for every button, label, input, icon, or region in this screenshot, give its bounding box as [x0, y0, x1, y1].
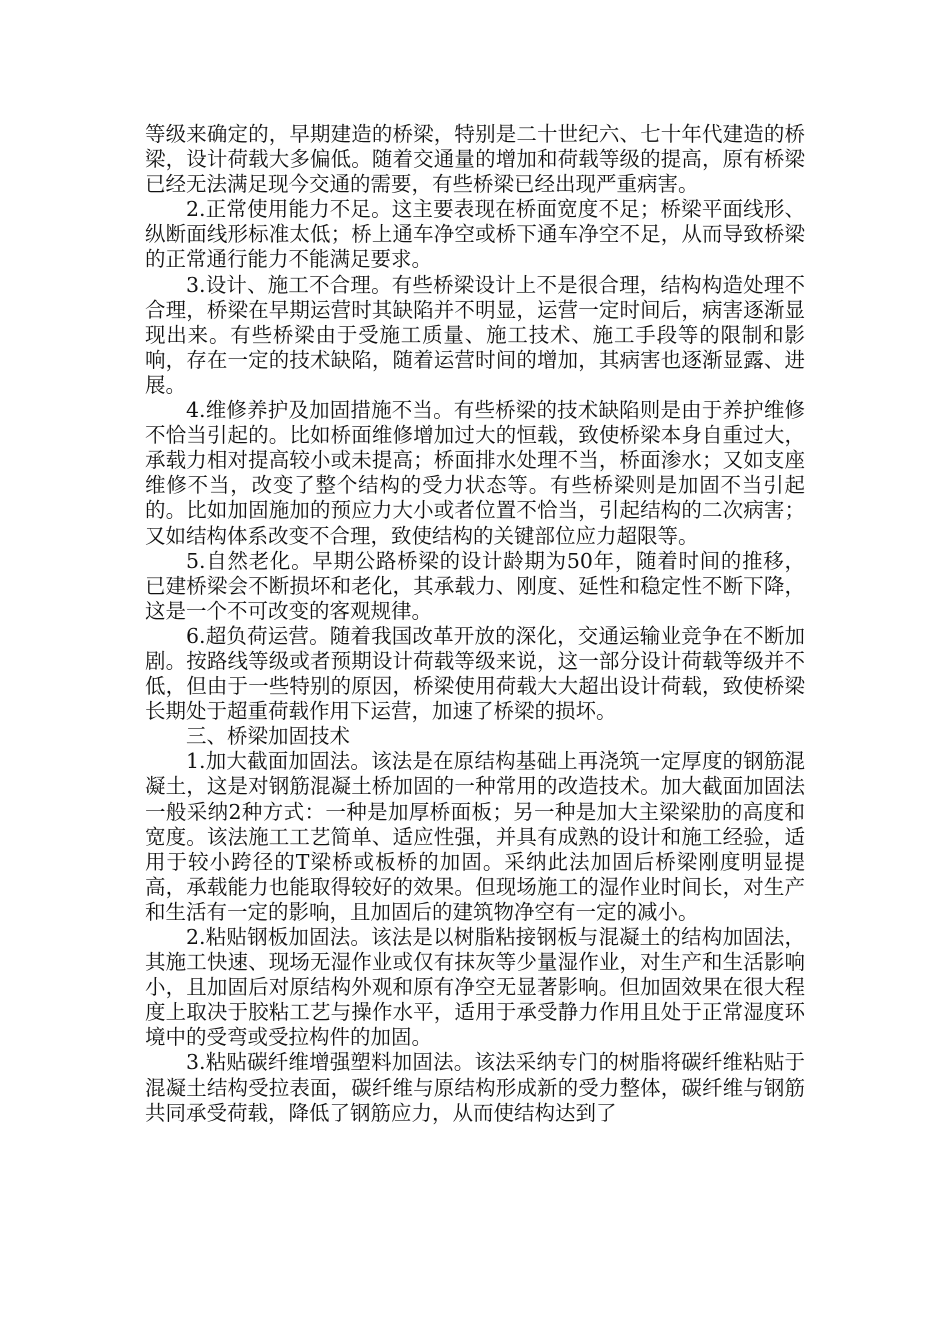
paragraph-9: 3.粘贴碳纤维增强塑料加固法。该法采纳专门的树脂将碳纤维粘贴于混凝土结构受拉表面，碳纤维与原结构形成新的受力整体，碳纤维与钢筋共同承受荷载，降低了钢筋应力，从而使结构达到了 [145, 1050, 805, 1125]
paragraph-1: 等级来确定的，早期建造的桥梁，特别是二十世纪六、七十年代建造的桥梁，设计荷载大多偏低。随着交通量的增加和荷载等级的提高，原有桥梁已经无法满足现今交通的需要，有些桥梁已经出现严重病害。 [145, 122, 805, 197]
paragraph-8: 2.粘贴钢板加固法。该法是以树脂粘接钢板与混凝土的结构加固法，其施工快速、现场无湿作业或仅有抹灰等少量湿作业，对生产和生活影响小，且加固后对原结构外观和原有净空无显著影响。但加固效果在很大程度上取决于胶粘工艺与操作水平，适用于承受静力作用且处于正常湿度环境中的受弯或受拉构件的加固。 [145, 925, 805, 1050]
paragraph-3: 3.设计、施工不合理。有些桥梁设计上不是很合理，结构构造处理不合理，桥梁在早期运营时其缺陷并不明显，运营一定时间后，病害逐渐显现出来。有些桥梁由于受施工质量、施工技术、施工手段等的限制和影响，存在一定的技术缺陷，随着运营时间的增加，其病害也逐渐显露、进展。 [145, 272, 805, 397]
paragraph-4: 4.维修养护及加固措施不当。有些桥梁的技术缺陷则是由于养护维修不恰当引起的。比如桥面维修增加过大的恒载，致使桥梁本身自重过大，承载力相对提高较小或未提高；桥面排水处理不当，桥面渗水；又如支座维修不当，改变了整个结构的受力状态等。有些桥梁则是加固不当引起的。比如加固施加的预应力大小或者位置不恰当，引起结构的二次病害；又如结构体系改变不合理，致使结构的关键部位应力超限等。 [145, 398, 805, 548]
section-heading: 三、桥梁加固技术 [186, 724, 350, 749]
paragraph-2: 2.正常使用能力不足。这主要表现在桥面宽度不足；桥梁平面线形、纵断面线形标准太低；桥上通车净空或桥下通车净空不足，从而导致桥梁的正常通行能力不能满足要求。 [145, 197, 805, 272]
document-page [145, 122, 805, 1126]
paragraph-6: 6.超负荷运营。随着我国改革开放的深化，交通运输业竞争在不断加剧。按路线等级或者预期设计荷载等级来说，这一部分设计荷载等级并不低，但由于一些特别的原因，桥梁使用荷载大大超出设计荷载，致使桥梁长期处于超重荷载作用下运营，加速了桥梁的损坏。 [145, 623, 805, 724]
paragraph-7: 1.加大截面加固法。该法是在原结构基础上再浇筑一定厚度的钢筋混凝土，这是对钢筋混凝土桥加固的一种常用的改造技术。加大截面加固法一般采纳2种方式：一种是加厚桥面板；另一种是加大主梁梁肋的高度和宽度。该法施工工艺简单、适应性强，并具有成熟的设计和施工经验，适用于较小跨径的T梁桥或板桥的加固。采纳此法加固后桥梁刚度明显提高，承载能力也能取得较好的效果。但现场施工的湿作业时间长，对生产和生活有一定的影响，且加固后的建筑物净空有一定的减小。 [145, 749, 805, 924]
paragraph-5: 5.自然老化。早期公路桥梁的设计龄期为50年，随着时间的推移，已建桥梁会不断损坏和老化，其承载力、刚度、延性和稳定性不断下降，这是一个不可改变的客观规律。 [145, 548, 805, 623]
